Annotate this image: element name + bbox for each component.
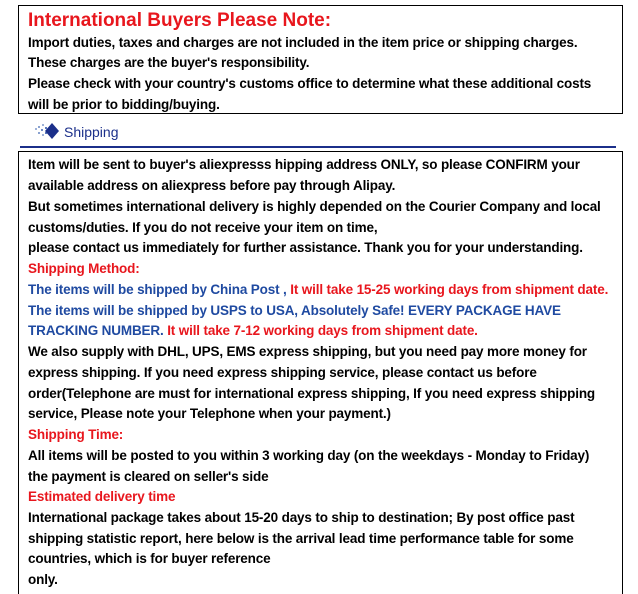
time-line: the payment is cleared on seller's side: [28, 469, 269, 484]
express-line: We also supply with DHL, UPS, EMS express shipping, but you need pay more money for: [28, 344, 587, 359]
usps-line: [28, 321, 478, 341]
notice-line: Import duties, taxes and charges are not included in the item price or shipping charges.: [28, 35, 578, 50]
intro-line: Item will be sent to buyer's aliexpresss hipping address ONLY, so please CONFIRM your: [28, 157, 580, 172]
delivery-line: shipping statistic report, here below is the arrival lead time performance table for some: [28, 531, 574, 546]
usps-line: The items will be shipped by USPS to USA, Absolutely Safe! EVERY PACKAGE HAVE: [28, 303, 561, 318]
usps-tracking: TRACKING NUMBER.: [28, 323, 164, 338]
shipping-time-heading: Shipping Time:: [28, 427, 124, 442]
notice-title: International Buyers Please Note:: [28, 10, 332, 31]
buyer-notice-box: [18, 5, 623, 114]
express-line: express shipping. If you need express shipping service, please contact us before: [28, 365, 537, 380]
notice-line: will be prior to bidding/buying.: [28, 97, 220, 112]
intro-line: But sometimes international delivery is highly depended on the Courier Company and local: [28, 199, 601, 214]
section-divider: [20, 146, 616, 148]
delivery-time-heading: Estimated delivery time: [28, 489, 176, 504]
notice-line: These charges are the buyer's responsibility.: [28, 55, 310, 70]
diamond-icon: [34, 122, 60, 140]
china-post-duration: It will take 15-25 working days from shipment date.: [286, 282, 609, 297]
section-title: Shipping: [64, 124, 119, 140]
shipping-method-heading: Shipping Method:: [28, 261, 140, 276]
time-line: All items will be posted to you within 3 working day (on the weekdays - Monday to Friday): [28, 448, 590, 463]
intro-line: customs/duties. If you do not receive your item on time,: [28, 220, 378, 235]
delivery-line: International package takes about 15-20 days to ship to destination; By post office past: [28, 510, 575, 525]
notice-line: Please check with your country's customs office to determine what these additional costs: [28, 76, 592, 91]
express-line: order(Telephone are must for international express shipping, If you need express shipping: [28, 386, 596, 401]
china-post-line: [28, 280, 608, 300]
delivery-line: countries, which is for buyer reference: [28, 551, 271, 566]
china-post-carrier: The items will be shipped by China Post ,: [28, 282, 287, 297]
usps-duration: It will take 7-12 working days from shipment date.: [163, 323, 478, 338]
delivery-line: only.: [28, 572, 58, 587]
intro-line: available address on aliexpress before pay through Alipay.: [28, 178, 396, 193]
express-line: service, Please note your Telephone when your payment.): [28, 406, 391, 421]
intro-line: please contact us immediately for further assistance. Thank you for your understanding.: [28, 240, 583, 255]
shipping-section-header: [20, 118, 616, 148]
shipping-info-box: [18, 151, 623, 594]
